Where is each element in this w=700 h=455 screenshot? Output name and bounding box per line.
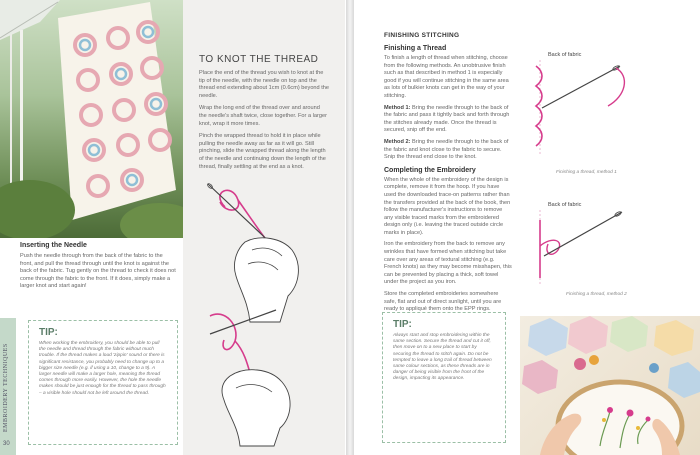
knot-step-2: Wrap the long end of the thread over and around the needle's shaft twice, close together. For a larger knot, wrap it more times. (199, 105, 327, 127)
inserting-needle-heading: Inserting the Needle (20, 242, 87, 249)
tip-text: When working the embroidery, you should be able to pull the needle and thread through the fabric without much trouble. If the thread makes a loud 'zippin' sound or there is significant resistance, you probably need to change up to a bigger size needle (e.g. if using a 10, change to a 9). A larger needle will make a larger hole, meaning the thread comes through more easily. However, the hole the needle makes should be just enough for the thread to pass through – a visible hole should not be left around the thread. (39, 341, 166, 396)
finishing-thread-heading: Finishing a Thread (384, 45, 447, 52)
tip-box-left (28, 320, 178, 445)
method-1-body: Bring the needle through to the back of the fabric and pass it tightly back and forth through the stitches already made. Once the thread is secured, snip off the end. (384, 104, 510, 134)
finishing-stitching-section (384, 32, 512, 318)
diagram2-caption: Finishing a thread, method 2 (566, 292, 627, 297)
tip-box-right (382, 312, 506, 443)
completing-p2: Iron the embroidery from the back to remove any wrinkles that have formed when stitching but take care over any areas of textural stitching (e.g. French knots) as they may become misshapen, this can be prevented by placing a thick, soft towel under the project as you iron. (384, 241, 512, 286)
page-number: 30 (3, 441, 10, 447)
knot-thread-heading: TO KNOT THE THREAD (199, 54, 319, 65)
method-2-text (384, 139, 512, 162)
tip-text-right: Always start and stop embroidering within the same section. Secure the thread and cut it off, then move on to a new place to start by securing the thread to stitch again. Do not be tempted to leave a long trail of thread between same colour sections, as these threads are in danger of being visible from the front of the design, impacting its appearance. (393, 333, 492, 382)
diagram1-caption: Finishing a thread, method 1 (556, 170, 617, 175)
tip-heading-right: TIP: (393, 319, 412, 330)
method-2-body: Bring the needle through to the back of the fabric and knot close to the fabric to secure. Snip the thread end close to the knot. (384, 138, 509, 161)
embroidery-photo (520, 316, 700, 455)
tip-heading: TIP: (39, 327, 58, 338)
finishing-thread-intro: To finish a length of thread when stitching, choose from the following methods. An unobtrusive finish such as that described in method 1 is especially good if you will continue stitching in the same area as lots of bulkier knots can get in the way of your stitching. (384, 55, 509, 99)
knot-thread-section (199, 54, 329, 176)
completing-p1: When the whole of the embroidery of the design is complete, remove it from the hoop. If you have used the downloaded trace-on patterns rather than the transfers provided at the back of the book, then follow the manufacturer's instructions to remove any visible traced marks from the embroidered design only (i.e. leaving the traced outside circle marks in place). (384, 176, 511, 236)
embroidery-photo-illustration (520, 316, 700, 455)
left-page (0, 0, 348, 455)
finishing-stitching-heading: FINISHING STITCHING (384, 32, 460, 39)
completing-p3: Store the completed embroideries somewhere safe, flat and out of direct sunlight, until you are ready to appliqué them onto the EPP rings. (384, 291, 502, 313)
knot-step-1: Place the end of the thread you wish to knot at the tip of the needle, with the needle on top and the thread end extending about 1cm (0.6cm) beyond the needle. (199, 70, 329, 99)
method-1-text (384, 105, 512, 135)
method-2-label: Method 2: (384, 138, 411, 145)
completing-heading: Completing the Embroidery (384, 166, 476, 174)
inserting-needle-section (20, 242, 176, 291)
method-1-diagram (530, 46, 640, 158)
diagram1-label: Back of fabric (548, 52, 582, 58)
method-2-diagram (530, 196, 640, 288)
quilt-photo (0, 0, 183, 238)
diagram2-label: Back of fabric (548, 202, 582, 208)
method-1-label: Method 1: (384, 104, 411, 111)
section-tab-label: EMBROIDERY TECHNIQUES (3, 343, 9, 432)
quilt-photo-illustration (0, 0, 183, 238)
knot-slide-illustration (190, 296, 340, 451)
inserting-needle-text: Push the needle through from the back of the fabric to the front, and pull the thread through until the knot is against the back of the fabric. Tug gently on the thread to check it does not come through the fabric to the front. If it does, simply make a larger knot and start again! (20, 253, 176, 290)
book-spine (346, 0, 354, 455)
knot-step-3: Pinch the wrapped thread to hold it in place while pulling the needle away as far as it will go. Still pinching, slide the wrapped thread along the length of the needle and continuing down the length of the thread, finally settling at the end as a knot. (199, 133, 326, 170)
